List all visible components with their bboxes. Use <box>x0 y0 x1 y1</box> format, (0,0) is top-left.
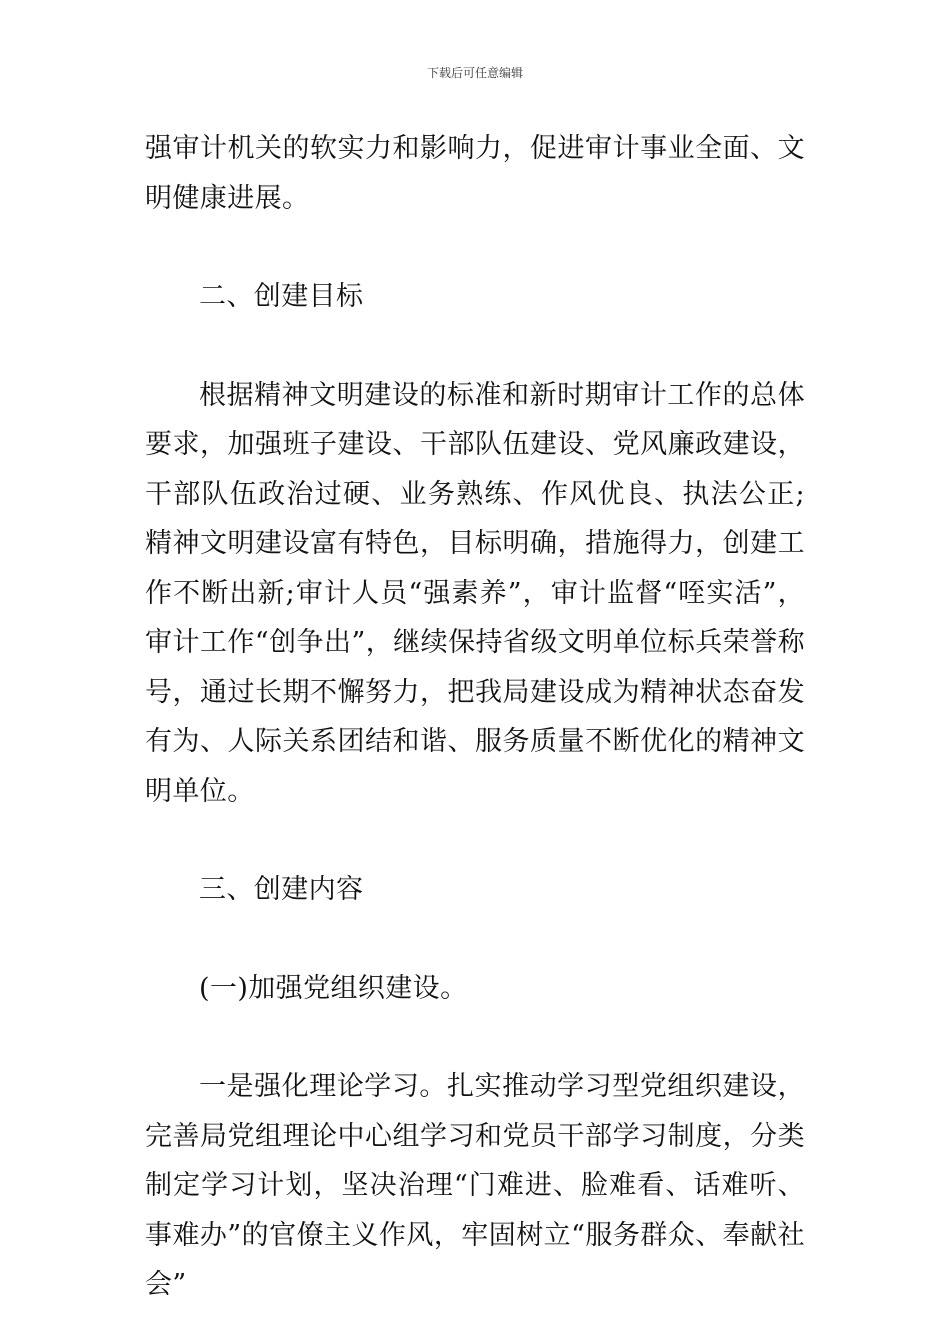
paragraph-spacer <box>145 816 805 865</box>
section-heading-goals: 二、创建目标 <box>199 281 364 312</box>
paragraph-theory-study: 一是强化理论学习。扎实推动学习型党组织建设，完善局党组理论中心组学习和党员干部学习制度，分类制定学习计划，坚决治理“门难进、脸难看、话难听、事难办”的官僚主义作风，牢固树立“服务群众、奉献社会” <box>145 1071 805 1300</box>
paragraph-goals: 根据精神文明建设的标准和新时期审计工作的总体要求，加强班子建设、干部队伍建设、党风廉政建设，干部队伍政治过硬、业务熟练、作风优良、执法公正;精神文明建设富有特色，目标明确，措施得力，创建工作不断出新;审计人员“强素养”，审计监督“咥实活”，审计工作“创争出”，继续保持省级文明单位标兵荣誉称号，通过长期不懈努力，把我局建设成为精神状态奋发有为、人际关系团结和谐、服务质量不断优化的精神文明单位。 <box>145 379 805 807</box>
section-heading-content: 三、创建内容 <box>199 874 364 905</box>
paragraph-spacer <box>145 1013 805 1062</box>
paragraph-spacer <box>145 322 805 371</box>
paragraph-spacer <box>145 223 805 272</box>
paragraph-spacer <box>145 915 805 964</box>
paragraph-continuation: 强审计机关的软实力和影响力，促进审计事业全面、文明健康进展。 <box>145 133 805 214</box>
page-header-note: 下载后可任意编辑 <box>426 66 523 80</box>
subsection-heading-party: (一)加强党组织建设。 <box>199 972 468 1004</box>
document-body <box>145 124 805 1310</box>
